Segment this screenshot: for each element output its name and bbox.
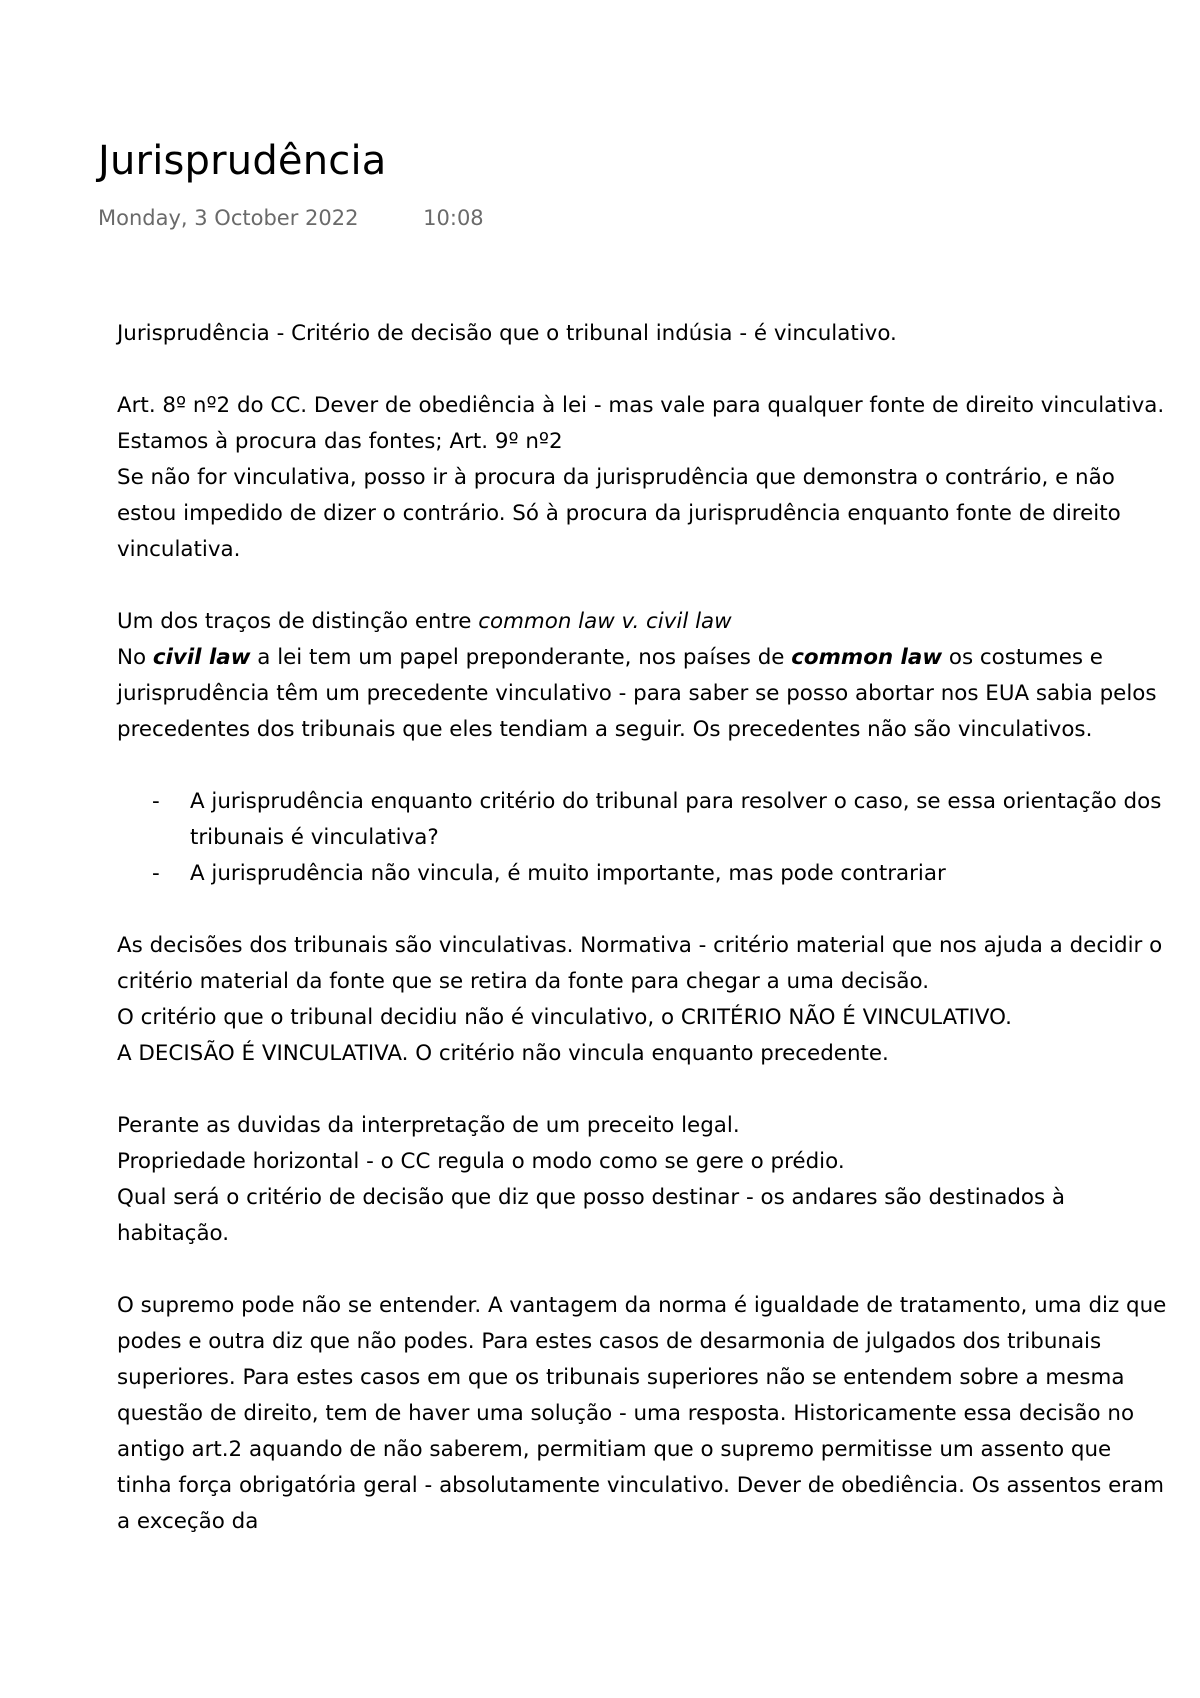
paragraph-art8: Art. 8º nº2 do CC. Dever de obediência à lei - mas vale para qualquer fonte de direito vinculativa. Estamos à procura das fontes; Art. 9º nº2 bbox=[117, 393, 1165, 454]
spacer bbox=[117, 568, 1167, 604]
note-time: 10:08 bbox=[423, 206, 484, 230]
paragraph-nao-vinculativa: Se não for vinculativa, posso ir à procura da jurisprudência que demonstra o contrário, e não estou impedido de dizer o contrário. Só à procura da jurisprudência enquanto fonte de direito vinculativa. bbox=[117, 465, 1121, 562]
paragraph-criterio: O critério que o tribunal decidiu não é vinculativo, o CRITÉRIO NÃO É VINCULATIVO. bbox=[117, 1005, 1012, 1030]
spacer bbox=[117, 1252, 1167, 1288]
note-body bbox=[117, 316, 1167, 1540]
page-title: Jurisprudência bbox=[98, 138, 387, 184]
spacer bbox=[117, 892, 1167, 928]
paragraph-decisao: A DECISÃO É VINCULATIVA. O critério não vincula enquanto precedente. bbox=[117, 1041, 889, 1066]
spacer bbox=[117, 352, 1167, 388]
text-run: a lei tem um papel preponderante, nos países de bbox=[250, 645, 792, 670]
paragraph-decisoes: As decisões dos tribunais são vinculativas. Normativa - critério material que nos ajuda a decidir o critério material da fonte que se retira da fonte para chegar a uma decisão. bbox=[117, 933, 1163, 994]
paragraph-civil-law bbox=[117, 640, 1167, 748]
bold-italic-run: civil law bbox=[152, 645, 251, 670]
paragraph-duvidas: Perante as duvidas da interpretação de um preceito legal. bbox=[117, 1113, 740, 1138]
note-date: Monday, 3 October 2022 bbox=[98, 206, 359, 230]
note-timestamp bbox=[98, 206, 484, 230]
bullet-marker: - bbox=[152, 789, 160, 814]
list-item bbox=[117, 784, 1167, 856]
paragraph-definition: Jurisprudência - Critério de decisão que o tribunal indúsia - é vinculativo. bbox=[117, 321, 897, 346]
paragraph-qual-criterio: Qual será o critério de decisão que diz que posso destinar - os andares são destinados à habitação. bbox=[117, 1185, 1066, 1246]
spacer bbox=[117, 748, 1167, 784]
text-run: Um dos traços de distinção entre bbox=[117, 609, 479, 634]
bullet-list bbox=[117, 784, 1167, 892]
paragraph-supremo: O supremo pode não se entender. A vantagem da norma é igualdade de tratamento, uma diz que podes e outra diz que não podes. Para estes casos de desarmonia de julgados dos tribunais superiores. Para estes casos em que os tribunais superiores não se entendem sobre a mesma questão de direito, tem de haver uma solução - uma resposta. Historicamente essa decisão no antigo art.2 aquando de não saberem, permitiam que o supremo permitisse um assento que tinha força obrigatória geral - absolutamente vinculativo. Dever de obediência. Os assentos eram a exceção da bbox=[117, 1293, 1167, 1534]
text-run: No bbox=[117, 645, 153, 670]
list-item bbox=[117, 856, 1167, 892]
text-run: os costumes e jurisprudência têm um precedente vinculativo - para saber se posso abortar nos EUA sabia pelos precedentes dos tribunais que eles tendiam a seguir. Os precedentes não são vinculativos. bbox=[117, 645, 1157, 742]
spacer bbox=[117, 1072, 1167, 1108]
paragraph-common-vs-civil bbox=[117, 604, 1167, 640]
list-item-text: A jurisprudência não vincula, é muito importante, mas pode contrariar bbox=[190, 861, 946, 886]
bullet-marker: - bbox=[152, 861, 160, 886]
paragraph-propriedade: Propriedade horizontal - o CC regula o modo como se gere o prédio. bbox=[117, 1149, 845, 1174]
list-item-text: A jurisprudência enquanto critério do tribunal para resolver o caso, se essa orientação dos tribunais é vinculativa? bbox=[190, 789, 1162, 850]
italic-run: common law v. civil law bbox=[478, 609, 732, 634]
bold-italic-run: common law bbox=[791, 645, 943, 670]
